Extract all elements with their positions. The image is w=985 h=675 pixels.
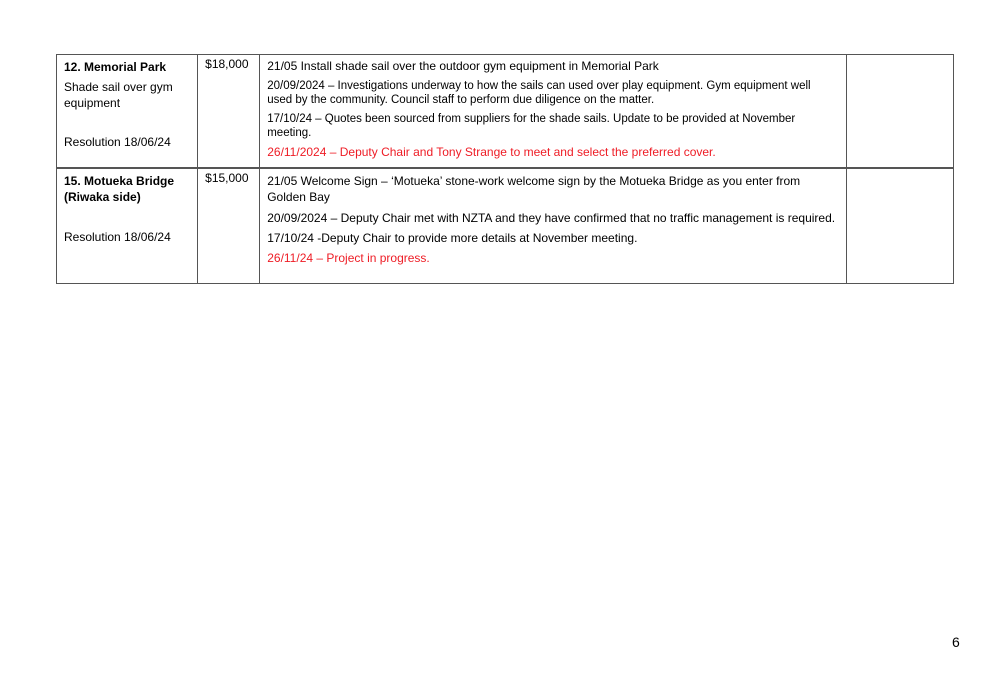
progress-note: 17/10/24 -Deputy Chair to provide more details at November meeting. — [267, 231, 638, 245]
project-item-cell — [57, 169, 198, 284]
latest-progress-note: 26/11/24 – Project in progress. — [267, 251, 430, 265]
project-amount-cell — [198, 55, 260, 168]
project-title: 15. Motueka Bridge (Riwaka side) — [64, 174, 175, 204]
project-table-motueka-bridge — [56, 168, 954, 284]
progress-note: 17/10/24 – Quotes been sourced from suppliers for the shade sails. Update to be provided at November meeting. — [267, 113, 796, 139]
project-amount-cell — [198, 169, 260, 284]
project-resolution: Resolution 18/06/24 — [64, 135, 171, 149]
empty-cell — [846, 55, 953, 168]
project-item-cell — [57, 55, 198, 168]
progress-note: 21/05 Install shade sail over the outdoor gym equipment in Memorial Park — [267, 59, 659, 73]
progress-note: 20/09/2024 – Deputy Chair met with NZTA and they have confirmed that no traffic management is required. — [267, 211, 836, 225]
table-row — [57, 169, 954, 284]
progress-note: 20/09/2024 – Investigations underway to how the sails can used over play equipment. Gym equipment well used by the community. Council staff to perform due diligence on the matter. — [267, 80, 811, 106]
project-amount: $15,000 — [205, 171, 249, 185]
project-table-memorial-park — [56, 54, 954, 168]
table-row — [57, 55, 954, 168]
project-notes-cell — [260, 169, 847, 284]
project-amount: $18,000 — [205, 57, 249, 71]
project-title: 12. Memorial Park — [64, 60, 167, 74]
project-subtitle: Shade sail over gym equipment — [64, 80, 173, 110]
latest-progress-note: 26/11/2024 – Deputy Chair and Tony Strange to meet and select the preferred cover. — [267, 145, 716, 159]
page-number: 6 — [952, 634, 960, 650]
empty-cell — [846, 169, 953, 284]
project-notes-cell — [260, 55, 847, 168]
project-resolution: Resolution 18/06/24 — [64, 230, 171, 244]
progress-note: 21/05 Welcome Sign – ‘Motueka’ stone-work welcome sign by the Motueka Bridge as you enter from Golden Bay — [267, 174, 801, 204]
